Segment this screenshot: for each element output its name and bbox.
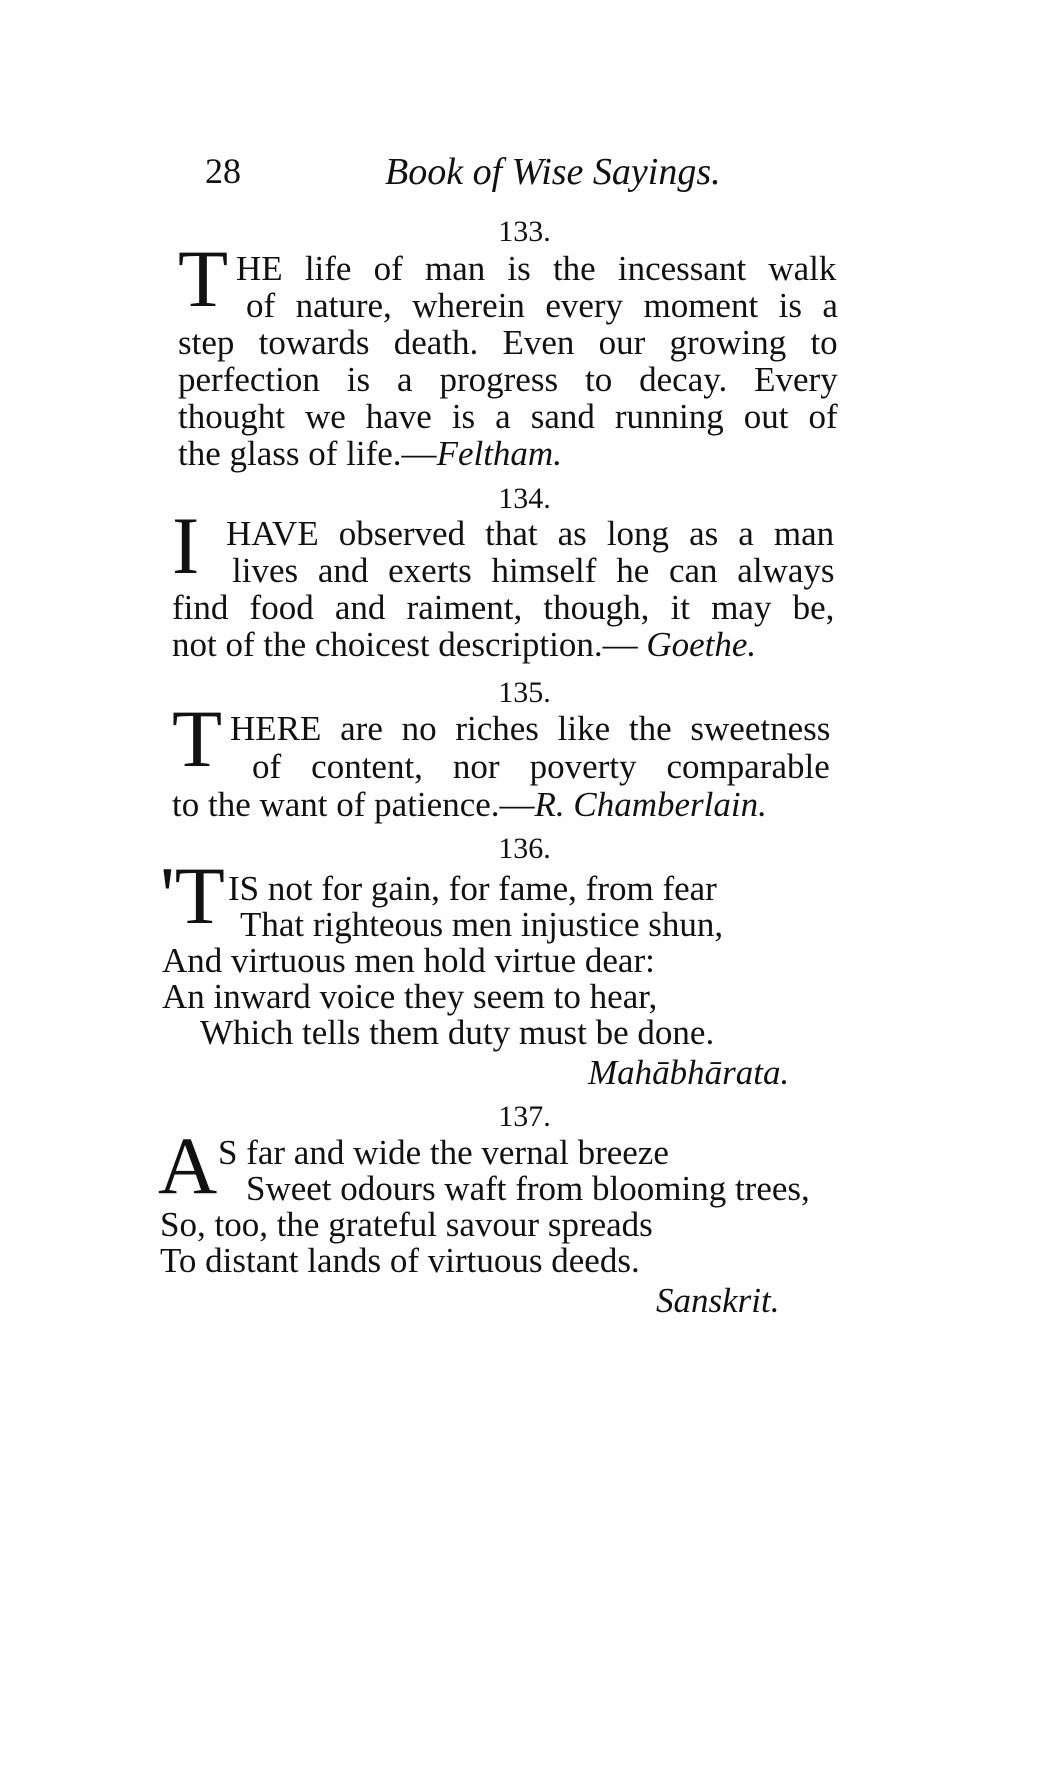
saying-line: of content, nor poverty comparable — [252, 747, 830, 786]
saying-line: step towards death. Even our growing to — [178, 323, 838, 362]
saying-line: HE life of man is the incessant walk — [236, 249, 837, 288]
running-title: Book of Wise Sayings. — [385, 151, 721, 193]
drop-cap: I — [172, 500, 200, 591]
attribution: Sanskrit. — [656, 1281, 780, 1320]
attribution: Mahābhārata. — [588, 1053, 790, 1092]
saying-line: That righteous men injustice shun, — [240, 905, 724, 944]
saying-line: lives and exerts himself he can always — [232, 551, 835, 590]
saying-number: 135. — [498, 676, 551, 709]
drop-cap: T — [178, 233, 229, 324]
saying-line: S far and wide the vernal breeze — [218, 1133, 669, 1172]
saying-line: find food and raiment, though, it may be, — [172, 588, 835, 627]
attribution: Goethe. — [646, 625, 757, 664]
saying-number: 134. — [498, 482, 551, 515]
saying-line: HERE are no riches like the sweetness — [230, 709, 831, 748]
saying-line: An inward voice they seem to hear, — [162, 977, 658, 1016]
saying-line: thought we have is a sand running out of — [178, 397, 838, 436]
attribution: Feltham. — [436, 434, 562, 473]
saying-line: perfection is a progress to decay. Every — [178, 360, 838, 399]
saying-line: to the want of patience.— — [172, 785, 535, 824]
drop-cap: T — [172, 693, 223, 784]
saying-line: IS not for gain, for fame, from fear — [228, 869, 717, 908]
saying-line: Which tells them duty must be done. — [200, 1013, 715, 1052]
saying-line: So, too, the grateful savour spreads — [160, 1205, 653, 1244]
saying-line: the glass of life.— — [178, 434, 437, 473]
drop-cap: 'T — [160, 850, 225, 941]
saying-line: of nature, wherein every moment is a — [246, 286, 838, 325]
saying-line: To distant lands of virtuous deeds. — [160, 1241, 640, 1280]
saying-line: And virtuous men hold virtue dear: — [162, 941, 655, 980]
attribution: R. Chamberlain. — [534, 785, 767, 824]
saying-line: Sweet odours waft from blooming trees, — [246, 1169, 810, 1208]
saying-number: 136. — [498, 832, 551, 865]
saying-line-final — [172, 626, 756, 664]
saying-line-final — [172, 786, 767, 824]
saying-line: not of the choicest description.— — [172, 625, 647, 664]
saying-number: 137. — [498, 1100, 551, 1133]
saying-line: HAVE observed that as long as a man — [226, 514, 835, 553]
page-number: 28 — [205, 151, 241, 191]
saying-number: 133. — [498, 215, 551, 248]
saying-line-final — [178, 435, 562, 473]
drop-cap: A — [158, 1120, 218, 1211]
